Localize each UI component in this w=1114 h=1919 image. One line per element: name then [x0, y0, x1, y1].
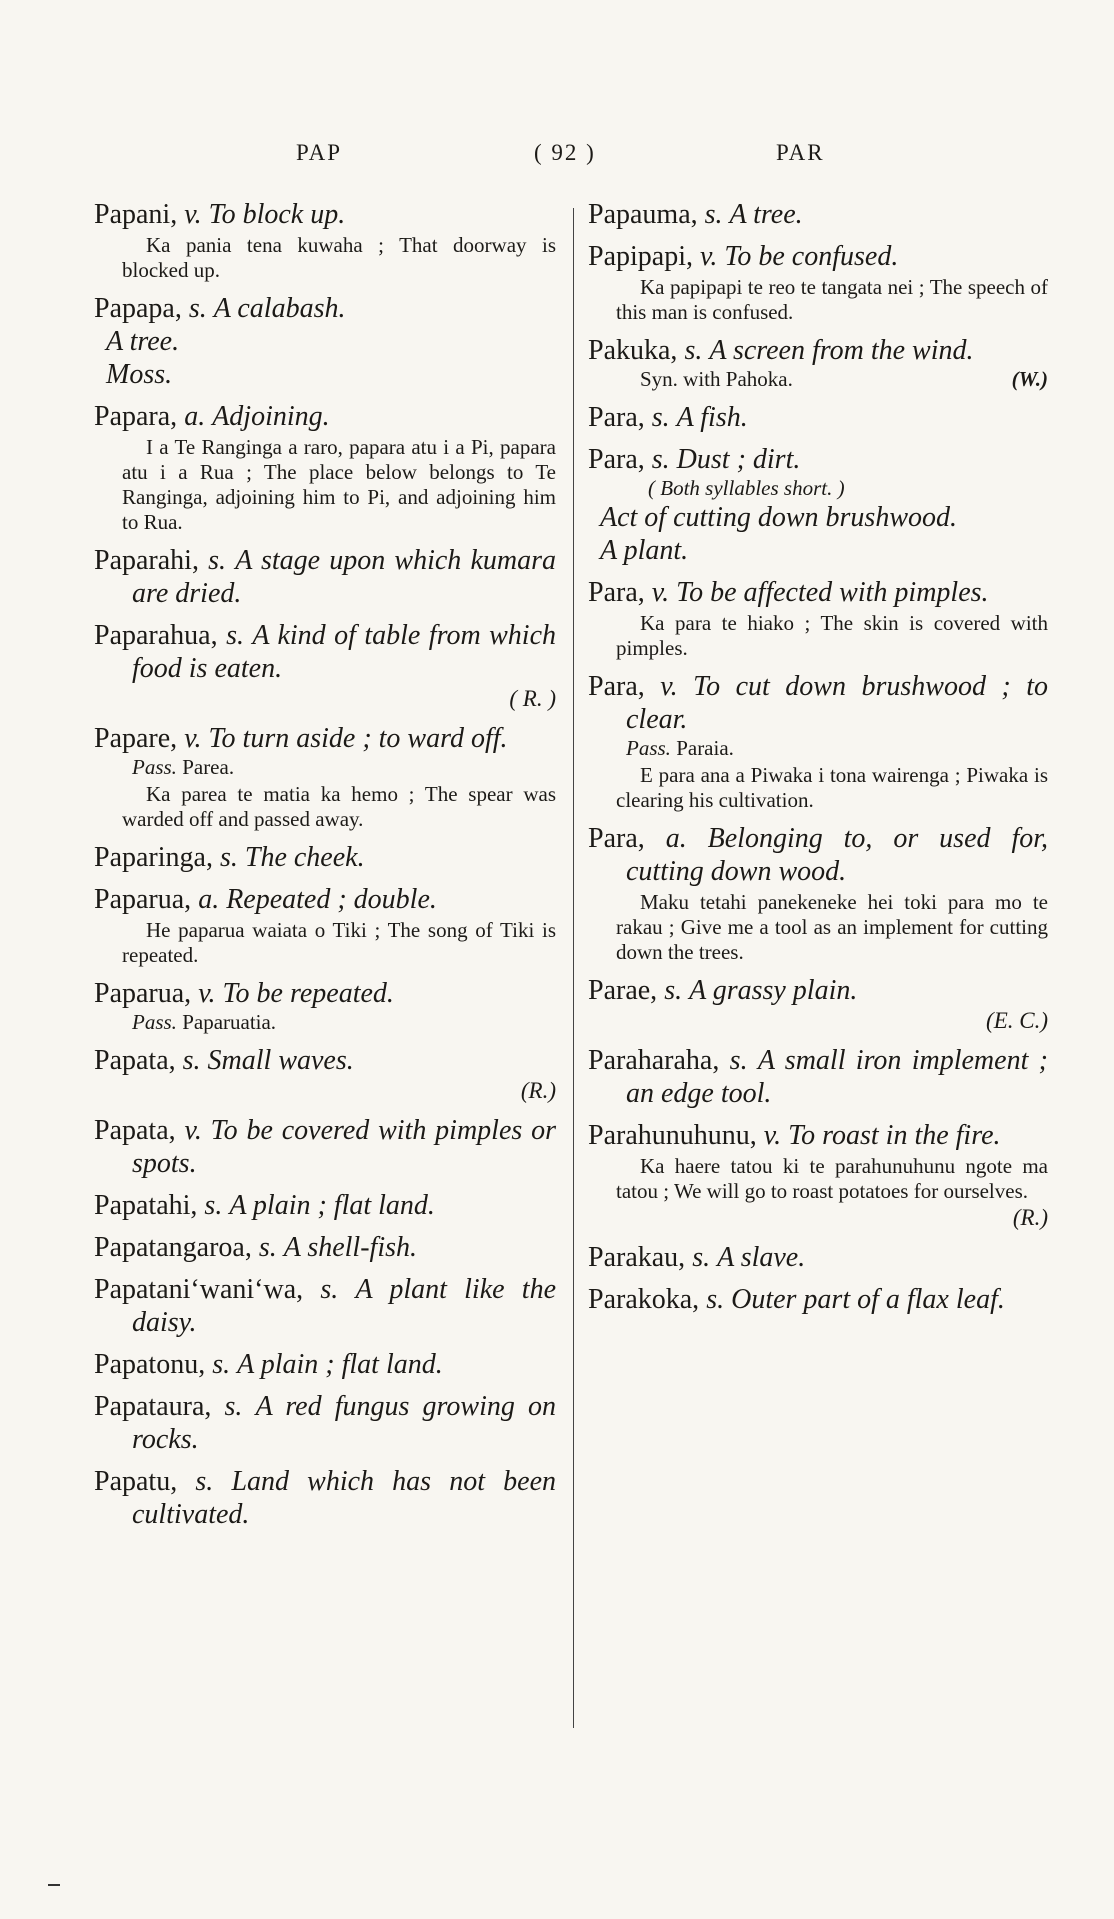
passive-form — [588, 736, 1048, 761]
definition: A red fungus growing on rocks. — [132, 1391, 557, 1455]
headword: Papani, — [94, 199, 178, 230]
headword: Papauma, — [588, 199, 698, 230]
source-reference: (R.) — [1012, 1205, 1048, 1230]
part-of-speech: s. — [651, 444, 670, 475]
entry-head-line — [588, 1119, 1048, 1152]
definition: A slave. — [717, 1242, 806, 1273]
usage-example: Ka para te hiako ; The skin is covered with pimples. — [616, 611, 1048, 660]
part-of-speech: v. — [660, 671, 678, 702]
source-reference: (R.) — [520, 1078, 556, 1103]
dictionary-entry — [588, 334, 1048, 392]
definition: To roast in the fire. — [788, 1120, 1001, 1151]
column-divider — [573, 208, 574, 1728]
entry-head-line — [94, 292, 556, 325]
dictionary-entry — [94, 1114, 556, 1180]
entry-head-line — [94, 1465, 556, 1531]
entry-head-line — [94, 841, 556, 874]
source-reference: (E. C.) — [986, 1008, 1048, 1033]
entry-head-line — [588, 401, 1048, 434]
headword: Papata, — [94, 1045, 176, 1076]
entry-head-line — [588, 443, 1048, 476]
dictionary-entry — [588, 576, 1048, 661]
dictionary-entry — [94, 1348, 556, 1381]
part-of-speech: s. — [182, 1045, 201, 1076]
part-of-speech: s. — [320, 1274, 339, 1305]
dictionary-entry — [94, 1273, 556, 1339]
headword: Para, — [588, 402, 645, 433]
headword: Parae, — [588, 975, 658, 1006]
headword: Paparua, — [94, 978, 192, 1009]
part-of-speech: s. — [704, 199, 723, 230]
headword: Para, — [588, 577, 645, 608]
definition: To be affected with pimples. — [676, 577, 989, 608]
entry-head-line — [94, 1189, 556, 1222]
part-of-speech: s. — [224, 1391, 243, 1422]
definition: To block up. — [208, 199, 346, 230]
part-of-speech: s. — [188, 293, 207, 324]
usage-example: Ka pania tena kuwaha ; That doorway is blocked up. — [122, 233, 556, 282]
definition: To turn aside ; to ward off. — [208, 723, 508, 754]
headword: Paparahi, — [94, 545, 199, 576]
definition: A tree. — [729, 199, 803, 230]
usage-example: E para ana a Piwaka i tona wairenga ; Piwaka is clearing his cultivation. — [616, 763, 1048, 812]
entry-head-line — [588, 576, 1048, 609]
header-left-guide-word: PAP — [296, 140, 343, 165]
passive-label: Pass. — [132, 755, 177, 779]
headword: Papatu, — [94, 1466, 178, 1497]
part-of-speech: v. — [700, 241, 718, 272]
definition: A small iron implement ; an edge tool. — [626, 1045, 1048, 1109]
entry-head-line — [94, 1231, 556, 1264]
entry-head-line — [588, 198, 1048, 231]
dictionary-entry — [94, 619, 556, 713]
additional-sense: Act of cutting down brushwood. — [600, 502, 957, 533]
dictionary-entry — [588, 974, 1048, 1035]
dictionary-entry — [588, 822, 1048, 965]
headword: Para, — [588, 444, 645, 475]
definition: To be repeated. — [222, 978, 394, 1009]
entry-head-line — [94, 544, 556, 610]
definition: A stage upon which kumara are dried. — [132, 545, 557, 609]
part-of-speech: s. — [684, 335, 703, 366]
part-of-speech: v. — [651, 577, 670, 608]
part-of-speech: s. — [204, 1190, 223, 1221]
part-of-speech: s. — [258, 1232, 277, 1263]
part-of-speech: s. — [706, 1284, 725, 1315]
headword: Papara, — [94, 401, 178, 432]
entry-head-line — [588, 670, 1048, 736]
entry-head-line — [94, 619, 556, 685]
dictionary-entry — [94, 1390, 556, 1456]
dictionary-entry — [94, 544, 556, 610]
dictionary-entry — [94, 841, 556, 874]
dictionary-entry — [94, 1189, 556, 1222]
usage-example: He paparua waiata o Tiki ; The song of Tiki is repeated. — [122, 918, 556, 967]
left-column — [94, 198, 556, 1540]
note-text: Syn. with Pahoka. — [640, 367, 793, 391]
passive-value: Paraia. — [676, 736, 734, 760]
part-of-speech: v. — [184, 1115, 202, 1146]
passive-label: Pass. — [626, 736, 671, 760]
entry-head-line — [588, 1044, 1048, 1110]
dictionary-entry — [588, 198, 1048, 231]
dictionary-entry — [94, 977, 556, 1035]
synonym-note — [588, 367, 1048, 392]
passive-form — [94, 755, 556, 780]
definition: A calabash. — [213, 293, 346, 324]
headword: Papare, — [94, 723, 178, 754]
headword: Papapa, — [94, 293, 182, 324]
entry-head-line — [94, 198, 556, 231]
part-of-speech: s. — [195, 1466, 214, 1497]
dictionary-entry — [588, 670, 1048, 813]
entry-head-line — [588, 822, 1048, 888]
right-column — [588, 198, 1048, 1325]
definition: Land which has not been cultivated. — [132, 1466, 557, 1530]
page-header — [0, 140, 1114, 180]
entry-head-line — [94, 977, 556, 1010]
dictionary-entry — [588, 401, 1048, 434]
headword: Papipapi, — [588, 241, 693, 272]
margin-mark — [48, 1884, 60, 1886]
headword: Papatahi, — [94, 1190, 198, 1221]
definition: The cheek. — [244, 842, 365, 873]
definition: A fish. — [676, 402, 748, 433]
source-reference: ( R. ) — [509, 686, 556, 711]
passive-label: Pass. — [132, 1010, 177, 1034]
dictionary-entry — [94, 1044, 556, 1105]
dictionary-entry — [94, 292, 556, 391]
dictionary-entry — [588, 240, 1048, 325]
definition: A plain ; flat land. — [229, 1190, 435, 1221]
dictionary-entry — [94, 198, 556, 283]
usage-example: Ka papipapi te reo te tangata nei ; The speech of this man is confused. — [616, 275, 1048, 324]
headword: Papatani‘wani‘wa, — [94, 1274, 304, 1305]
passive-value: Paparuatia. — [182, 1010, 277, 1034]
usage-example: I a Te Ranginga a raro, papara atu i a Pi, papara atu i a Rua ; The place below belongs to Te Ranginga, adjoining him to Pi, and adjoining him to Rua. — [122, 435, 556, 534]
headword: Parakoka, — [588, 1284, 700, 1315]
definition: To be confused. — [724, 241, 899, 272]
part-of-speech: a. — [665, 823, 687, 854]
entry-head-line — [94, 1114, 556, 1180]
dictionary-entry — [588, 1241, 1048, 1274]
part-of-speech: s. — [692, 1242, 711, 1273]
entry-head-line — [94, 1390, 556, 1456]
usage-example: Ka parea te matia ka hemo ; The spear was warded off and passed away. — [122, 782, 556, 831]
pronunciation-note: ( Both syllables short. ) — [648, 476, 845, 500]
part-of-speech: a. — [184, 401, 206, 432]
entry-head-line — [588, 1283, 1048, 1316]
part-of-speech: s. — [219, 842, 238, 873]
part-of-speech: v. — [184, 723, 202, 754]
definition: Belonging to, or used for, cutting down wood. — [626, 823, 1049, 887]
entry-head-line — [94, 883, 556, 916]
definition: A screen from the wind. — [709, 335, 974, 366]
passive-value: Parea. — [182, 755, 235, 779]
headword: Para, — [588, 671, 645, 702]
passive-form — [94, 1010, 556, 1035]
part-of-speech: s. — [651, 402, 670, 433]
dictionary-entry — [94, 1465, 556, 1531]
entry-head-line — [588, 240, 1048, 273]
definition: A kind of table from which food is eaten. — [132, 620, 556, 684]
additional-sense: Moss. — [106, 359, 173, 390]
headword: Papatonu, — [94, 1349, 206, 1380]
definition: Repeated ; double. — [226, 884, 437, 915]
headword: Paparahua, — [94, 620, 218, 651]
definition: Dust ; dirt. — [676, 444, 801, 475]
definition: A plant like the daisy. — [132, 1274, 556, 1338]
headword: Paparinga, — [94, 842, 213, 873]
headword: Papataura, — [94, 1391, 212, 1422]
dictionary-entry — [588, 1119, 1048, 1232]
note-source: (W.) — [1011, 367, 1048, 391]
entry-head-line — [94, 1273, 556, 1339]
definition: Small waves. — [207, 1045, 354, 1076]
part-of-speech: s. — [208, 545, 227, 576]
definition: Adjoining. — [212, 401, 330, 432]
definition: A shell-fish. — [283, 1232, 417, 1263]
headword: Parahunuhunu, — [588, 1120, 757, 1151]
headword: Paraharaha, — [588, 1045, 720, 1076]
dictionary-entry — [94, 1231, 556, 1264]
usage-example: Maku tetahi panekeneke hei toki para mo te rakau ; Give me a tool as an implement for cutting down the trees. — [616, 890, 1048, 964]
part-of-speech: v. — [763, 1120, 782, 1151]
part-of-speech: a. — [198, 884, 220, 915]
entry-head-line — [94, 722, 556, 755]
part-of-speech: s. — [212, 1349, 231, 1380]
part-of-speech: v. — [184, 199, 202, 230]
dictionary-entry — [588, 1044, 1048, 1110]
headword: Para, — [588, 823, 645, 854]
entry-head-line — [94, 1348, 556, 1381]
headword: Parakau, — [588, 1242, 686, 1273]
definition: To cut down brushwood ; to clear. — [626, 671, 1049, 735]
headword: Pakuka, — [588, 335, 678, 366]
entry-head-line — [94, 1044, 556, 1077]
definition: To be covered with pimples or spots. — [132, 1115, 557, 1179]
dictionary-entry — [94, 400, 556, 535]
part-of-speech: s. — [664, 975, 683, 1006]
dictionary-entry — [94, 883, 556, 968]
entry-head-line — [588, 334, 1048, 367]
entry-head-line — [588, 1241, 1048, 1274]
headword: Paparua, — [94, 884, 192, 915]
part-of-speech: s. — [729, 1045, 748, 1076]
additional-sense: A plant. — [600, 535, 689, 566]
header-right-guide-word: PAR — [776, 140, 825, 165]
entry-head-line — [588, 974, 1048, 1007]
additional-sense: A tree. — [106, 326, 180, 357]
usage-example: Ka haere tatou ki te parahunuhunu ngote ma tatou ; We will go to roast potatoes for ourselves. — [616, 1154, 1048, 1203]
headword: Papatangaroa, — [94, 1232, 252, 1263]
dictionary-entry — [588, 443, 1048, 567]
part-of-speech: s. — [226, 620, 244, 651]
page-number: ( 92 ) — [534, 140, 596, 165]
definition: Outer part of a flax leaf. — [731, 1284, 1005, 1315]
entry-head-line — [94, 400, 556, 433]
part-of-speech: v. — [198, 978, 216, 1009]
dictionary-entry — [588, 1283, 1048, 1316]
definition: A grassy plain. — [689, 975, 858, 1006]
headword: Papata, — [94, 1115, 176, 1146]
dictionary-entry — [94, 722, 556, 832]
definition: A plain ; flat land. — [237, 1349, 443, 1380]
